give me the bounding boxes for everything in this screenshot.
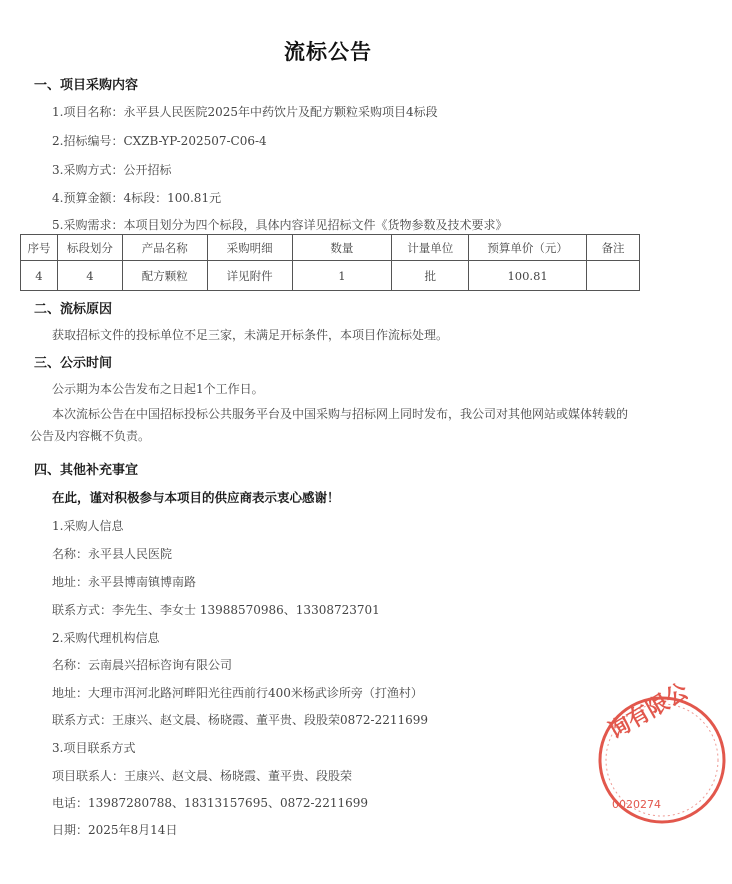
project-contacts: 项目联系人：王康兴、赵文晨、杨晓霞、董平贵、段股荣 xyxy=(52,769,353,783)
table-header-cell: 标段划分 xyxy=(57,235,122,261)
purchaser-name: 名称：永平县人民医院 xyxy=(52,547,173,561)
publicity-period: 公示期为本公告发布之日起1个工作日。 xyxy=(52,382,264,396)
agency-name: 名称：云南晨兴招标咨询有限公司 xyxy=(52,658,233,672)
section-3-heading: 三、公示时间 xyxy=(34,356,113,371)
table-header-cell: 采购明细 xyxy=(207,235,292,261)
purchaser-contact: 联系方式：李先生、李女士 13988570986、13308723701 xyxy=(52,603,380,617)
table-header-cell: 序号 xyxy=(21,235,58,261)
agency-info-heading: 2.采购代理机构信息 xyxy=(52,631,160,645)
page-title: 流标公告 xyxy=(284,39,372,64)
table-cell: 4 xyxy=(21,261,58,291)
section-4-heading: 四、其他补充事宜 xyxy=(34,463,139,478)
table-cell xyxy=(587,261,640,291)
thanks-statement: 在此，谨对积极参与本项目的供应商表示衷心感谢！ xyxy=(52,490,340,505)
budget-amount: 4.预算金额：4标段：100.81元 xyxy=(52,191,222,205)
table-cell: 100.81 xyxy=(469,261,587,291)
section-1-heading: 一、项目采购内容 xyxy=(34,78,139,93)
table-header-cell: 预算单价（元） xyxy=(469,235,587,261)
table-cell: 详见附件 xyxy=(207,261,292,291)
purchaser-address: 地址：永平县博南镇博南路 xyxy=(52,575,197,589)
table-header-cell: 产品名称 xyxy=(122,235,207,261)
table-header-cell: 备注 xyxy=(587,235,640,261)
company-seal-stamp xyxy=(592,678,732,830)
procurement-method: 3.采购方式：公开招标 xyxy=(52,163,172,177)
procurement-table xyxy=(20,234,640,291)
table-cell: 配方颗粒 xyxy=(122,261,207,291)
table-row xyxy=(21,261,640,291)
tender-number: 2.招标编号：CXZB-YP-202507-C06-4 xyxy=(52,134,267,148)
project-contact-heading: 3.项目联系方式 xyxy=(52,741,136,755)
project-name: 1.项目名称：永平县人民医院2025年中药饮片及配方颗粒采购项目4标段 xyxy=(52,105,438,119)
phone-numbers: 电话：13987280788、18313157695、0872-2211699 xyxy=(52,796,369,810)
table-header-cell: 计量单位 xyxy=(392,235,469,261)
agency-address: 地址：大理市洱河北路河畔阳光往西前行400米杨武诊所旁（打渔村） xyxy=(52,686,423,700)
failure-reason: 获取招标文件的投标单位不足三家，未满足开标条件，本项目作流标处理。 xyxy=(52,328,449,342)
seal-text: 询有限公 xyxy=(603,678,693,745)
table-header-cell: 数量 xyxy=(292,235,392,261)
section-2-heading: 二、流标原因 xyxy=(34,302,113,317)
table-cell: 4 xyxy=(57,261,122,291)
table-header-row xyxy=(21,235,640,261)
purchaser-info-heading: 1.采购人信息 xyxy=(52,519,124,533)
table-cell: 1 xyxy=(292,261,392,291)
table-cell: 批 xyxy=(392,261,469,291)
date-line: 日期：2025年8月14日 xyxy=(52,823,178,837)
agency-contact: 联系方式：王康兴、赵文晨、杨晓霞、董平贵、段股荣0872-2211699 xyxy=(52,713,429,727)
seal-code: 0020274 xyxy=(612,798,661,811)
publication-statement: 本次流标公告在中国招标投标公共服务平台及中国采购与招标网上同时发布，我公司对其他网站或媒体转载的公告及内容概不负责。 xyxy=(30,407,629,443)
procurement-requirements: 5.采购需求：本项目划分为四个标段，具体内容详见招标文件《货物参数及技术要求》 xyxy=(52,218,508,232)
